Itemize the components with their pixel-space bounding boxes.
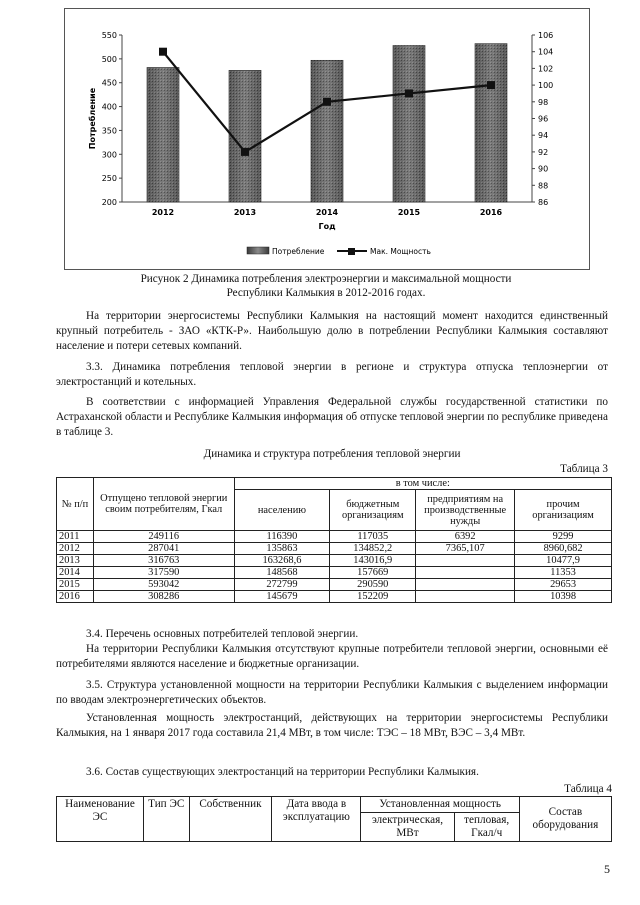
bar-texture-2014 bbox=[311, 60, 343, 202]
th-budget: бюджетным организациям bbox=[330, 490, 416, 531]
max-power-point-2012 bbox=[159, 48, 167, 56]
legend-label-max-power: Мак. Мощность bbox=[370, 247, 431, 256]
y2-tick-label: 96 bbox=[538, 114, 549, 124]
chart-figure bbox=[64, 8, 590, 270]
max-power-point-2013 bbox=[241, 148, 249, 156]
cell-population: 272799 bbox=[234, 579, 330, 591]
cell-year: 2011 bbox=[57, 531, 94, 543]
max-power-point-2014 bbox=[323, 98, 331, 106]
max-power-point-2015 bbox=[405, 89, 413, 97]
y-tick-label: 350 bbox=[101, 126, 117, 136]
power-plants-table bbox=[56, 796, 612, 842]
y2-tick-label: 90 bbox=[538, 164, 549, 174]
cell-budget: 143016,9 bbox=[330, 555, 416, 567]
cell-supplied: 316763 bbox=[93, 555, 234, 567]
table3-title: Динамика и структура потребления тепловой энергии bbox=[203, 448, 461, 460]
cell-year: 2015 bbox=[57, 579, 94, 591]
max-power-point-2016 bbox=[487, 81, 495, 89]
legend-label-consumption: Потребление bbox=[272, 247, 325, 256]
table-row bbox=[57, 591, 612, 603]
cell-other: 29653 bbox=[515, 579, 612, 591]
cell-industrial bbox=[416, 579, 515, 591]
th-type: Тип ЭС bbox=[143, 797, 189, 842]
section-3-4-text: На территории Республики Калмыкия отсутствуют крупные потребители тепловой энергии, основными её потребителями являются население и бюджетные организации. bbox=[56, 643, 608, 670]
cell-supplied: 593042 bbox=[93, 579, 234, 591]
y-tick-label: 500 bbox=[101, 54, 117, 64]
y-axis-title: Потребление bbox=[88, 87, 97, 150]
cell-year: 2016 bbox=[57, 591, 94, 603]
cell-other: 9299 bbox=[515, 531, 612, 543]
y2-tick-label: 104 bbox=[538, 47, 554, 57]
x-tick-label: 2012 bbox=[151, 208, 175, 217]
figure-caption-line1: Рисунок 2 Динамика потребления электроэнергии и максимальной мощности bbox=[140, 273, 512, 285]
cell-supplied: 308286 bbox=[93, 591, 234, 603]
bar-texture-2015 bbox=[393, 45, 425, 202]
heat-consumption-table bbox=[56, 477, 612, 603]
legend-bar-swatch bbox=[247, 247, 269, 254]
cell-budget: 157669 bbox=[330, 567, 416, 579]
table3-label: Таблица 3 bbox=[560, 463, 608, 475]
bar-texture-2013 bbox=[229, 70, 261, 202]
table-row bbox=[57, 543, 612, 555]
y2-tick-label: 100 bbox=[538, 81, 554, 91]
paragraph-consumers: На территории энергосистемы Республики Калмыкия на настоящий момент находится единственный крупный потребитель - ЗАО «КТК-Р». Наибольшую долю в потреблении Республики Калмыкия составляют население и потери сетевых компаний. bbox=[56, 310, 608, 352]
y-tick-label: 450 bbox=[101, 78, 117, 88]
section-3-5-text: Установленная мощность электростанций, действующих на территории энергосистемы Республики Калмыкия, на 1 января 2017 года составила 21,4 МВт, в том числе: ТЭС – 18 МВт, ВЭС – 3,4 МВт. bbox=[56, 712, 608, 739]
cell-year: 2014 bbox=[57, 567, 94, 579]
cell-industrial bbox=[416, 591, 515, 603]
y2-tick-label: 106 bbox=[538, 31, 554, 40]
th-equipment: Состав оборудования bbox=[519, 797, 611, 842]
cell-budget: 134852,2 bbox=[330, 543, 416, 555]
cell-industrial: 6392 bbox=[416, 531, 515, 543]
x-axis-title: Год bbox=[318, 222, 336, 231]
y2-tick-label: 102 bbox=[538, 64, 554, 74]
x-tick-label: 2015 bbox=[397, 208, 421, 217]
y-tick-label: 250 bbox=[101, 174, 117, 184]
cell-industrial bbox=[416, 555, 515, 567]
th-population: населению bbox=[234, 490, 330, 531]
y-tick-label: 300 bbox=[101, 150, 117, 160]
cell-year: 2013 bbox=[57, 555, 94, 567]
section-3-6-heading: 3.6. Состав существующих электростанций на территории Республики Калмыкия. bbox=[86, 766, 479, 778]
cell-year: 2012 bbox=[57, 543, 94, 555]
paragraph-statistics: В соответствии с информацией Управления Федеральной службы государственной статистики по Астраханской области и Республике Калмыкия информация об отпуске тепловой энергии по республике приведена в таблице 3. bbox=[56, 396, 608, 438]
th-electric: электрическая, МВт bbox=[361, 813, 454, 842]
th-supplied: Отпущено тепловой энергии своим потребителям, Гкал bbox=[93, 478, 234, 531]
cell-population: 135863 bbox=[234, 543, 330, 555]
cell-population: 148568 bbox=[234, 567, 330, 579]
th-industrial: предприятиям на производственные нужды bbox=[416, 490, 515, 531]
cell-supplied: 287041 bbox=[93, 543, 234, 555]
consumption-chart bbox=[65, 9, 589, 269]
cell-budget: 290590 bbox=[330, 579, 416, 591]
cell-other: 8960,682 bbox=[515, 543, 612, 555]
table4-label: Таблица 4 bbox=[564, 783, 612, 795]
page-number: 5 bbox=[604, 862, 610, 876]
th-date: Дата ввода в эксплуатацию bbox=[272, 797, 361, 842]
table-row bbox=[57, 579, 612, 591]
bar-texture-2012 bbox=[147, 67, 179, 202]
table-row bbox=[57, 531, 612, 543]
cell-other: 10477,9 bbox=[515, 555, 612, 567]
y2-tick-label: 92 bbox=[538, 147, 549, 157]
section-3-4-heading: 3.4. Перечень основных потребителей тепловой энергии. bbox=[86, 628, 359, 640]
cell-budget: 152209 bbox=[330, 591, 416, 603]
x-tick-label: 2014 bbox=[315, 208, 339, 217]
legend-marker-swatch bbox=[348, 248, 355, 255]
y2-tick-label: 86 bbox=[538, 198, 549, 207]
cell-supplied: 249116 bbox=[93, 531, 234, 543]
table-row bbox=[57, 567, 612, 579]
figure-caption bbox=[64, 272, 588, 300]
y-tick-label: 200 bbox=[101, 198, 117, 207]
section-3-5-heading: 3.5. Структура установленной мощности на территории Республики Калмыкия с выделением информации по вводам электроэнергетических объектов. bbox=[56, 679, 608, 706]
cell-population: 163268,6 bbox=[234, 555, 330, 567]
x-tick-label: 2016 bbox=[479, 208, 503, 217]
y-tick-label: 550 bbox=[101, 31, 117, 40]
cell-industrial: 7365,107 bbox=[416, 543, 515, 555]
x-tick-label: 2013 bbox=[233, 208, 257, 217]
table-row bbox=[57, 555, 612, 567]
y2-tick-label: 94 bbox=[538, 131, 549, 141]
th-including: в том числе: bbox=[234, 478, 611, 490]
th-capacity: Установленная мощность bbox=[361, 797, 519, 813]
section-3-3-heading: 3.3. Динамика потребления тепловой энергии в регионе и структура отпуска теплоэнергии от электростанций и котельных. bbox=[56, 361, 608, 388]
cell-population: 145679 bbox=[234, 591, 330, 603]
cell-other: 11353 bbox=[515, 567, 612, 579]
th-name: Наименование ЭС bbox=[57, 797, 144, 842]
th-owner: Собственник bbox=[189, 797, 272, 842]
cell-industrial bbox=[416, 567, 515, 579]
cell-population: 116390 bbox=[234, 531, 330, 543]
y-tick-label: 400 bbox=[101, 102, 117, 112]
cell-other: 10398 bbox=[515, 591, 612, 603]
th-other: прочим организациям bbox=[515, 490, 612, 531]
y2-tick-label: 88 bbox=[538, 181, 549, 191]
y2-tick-label: 98 bbox=[538, 97, 549, 107]
bar-texture-2016 bbox=[475, 44, 507, 202]
th-num: № п/п bbox=[57, 478, 94, 531]
cell-budget: 117035 bbox=[330, 531, 416, 543]
cell-supplied: 317590 bbox=[93, 567, 234, 579]
th-thermal: тепловая, Гкал/ч bbox=[454, 813, 519, 842]
figure-caption-line2: Республики Калмыкия в 2012-2016 годах. bbox=[226, 287, 426, 299]
